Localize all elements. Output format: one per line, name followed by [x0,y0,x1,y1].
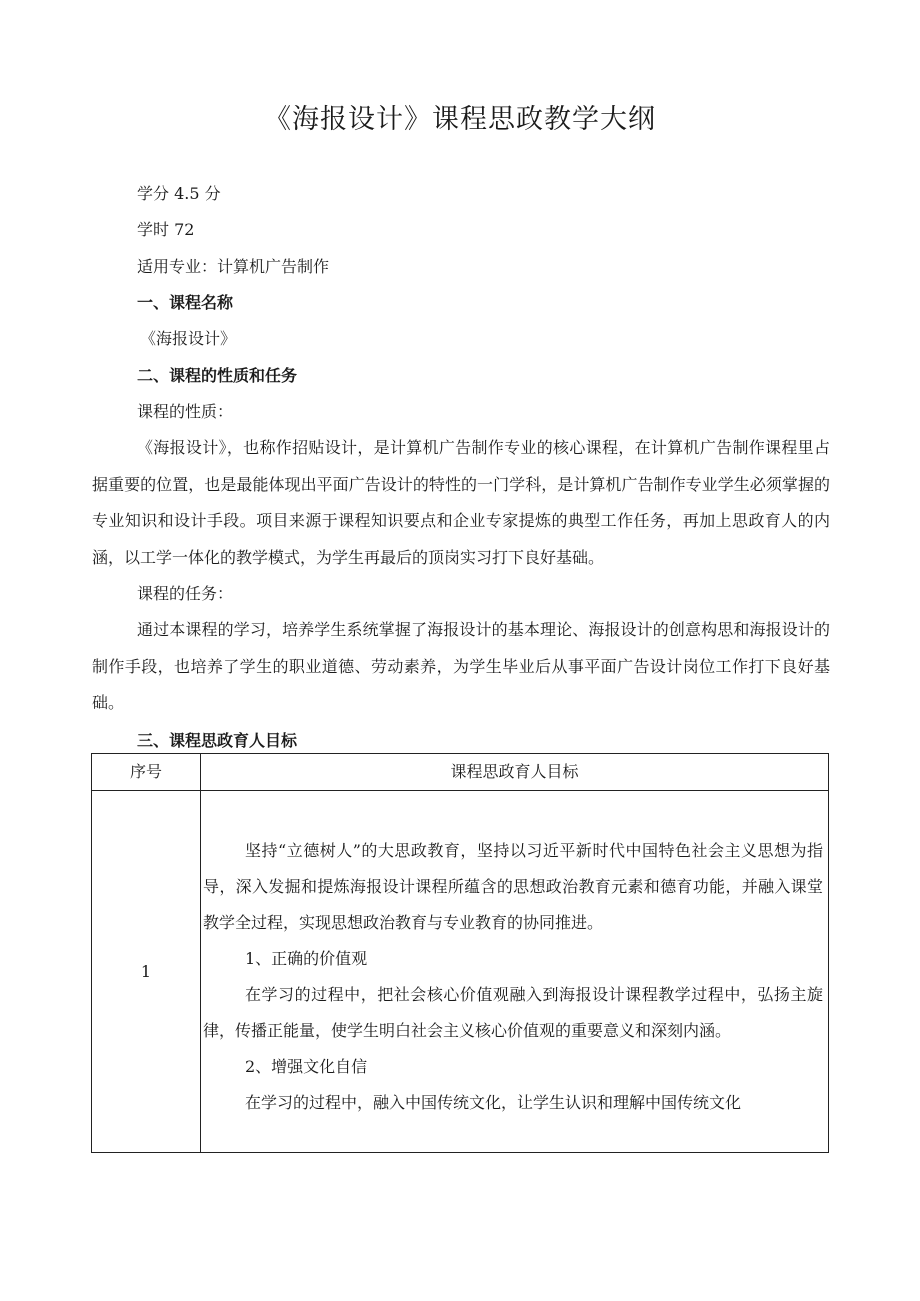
table-row-number: 1 [140,962,152,981]
hours-line: 学时 72 [137,220,195,239]
table-header-goal: 课程思政育人目标 [450,762,579,781]
section-2-heading: 二、课程的性质和任务 [137,366,298,385]
course-name: 《海报设计》 [140,329,237,348]
section-3-heading: 三、课程思政育人目标 [137,731,298,750]
major-line: 适用专业：计算机广告制作 [137,257,330,276]
section-1-heading: 一、课程名称 [137,293,234,312]
table-row-content [203,833,823,1121]
table-header-divider [92,790,828,791]
table-header-number: 序号 [129,762,162,781]
goal-1-heading: 1、正确的价值观 [245,949,368,968]
table-column-divider [200,754,201,1152]
course-nature-label: 课程的性质： [137,402,234,421]
goal-1-paragraph: 在学习的过程中，把社会核心价值观融入到海报设计课程教学过程中，弘扬主旋律，传播正能量，使学生明白社会主义核心价值观的重要意义和深刻内涵。 [203,985,823,1040]
goals-table [91,753,829,1153]
course-task-label: 课程的任务： [137,584,234,603]
goal-2-heading: 2、增强文化自信 [245,1057,368,1076]
page-title: 《海报设计》课程思政教学大纲 [264,104,656,135]
credits-line: 学分 4.5 分 [137,184,221,203]
goal-2-paragraph: 在学习的过程中，融入中国传统文化，让学生认识和理解中国传统文化 [245,1093,742,1112]
course-task-text: 通过本课程的学习，培养学生系统掌握了海报设计的基本理论、海报设计的创意构思和海报设计的制作手段，也培养了学生的职业道德、劳动素养，为学生毕业后从事平面广告设计岗位工作打下良好基础。 [92,620,830,712]
goal-intro-paragraph: 坚持“立德树人”的大思政教育，坚持以习近平新时代中国特色社会主义思想为指导，深入发掘和提炼海报设计课程所蕴含的思想政治教育元素和德育功能，并融入课堂教学全过程，实现思想政治教育与专业教育的协同推进。 [203,841,823,932]
course-nature-text: 《海报设计》，也称作招贴设计，是计算机广告制作专业的核心课程，在计算机广告制作课程里占据重要的位置，也是最能体现出平面广告设计的特性的一门学科，是计算机广告制作专业学生必须掌握的专业知识和设计手段。项目来源于课程知识要点和企业专家提炼的典型工作任务，再加上思政育人的内涵，以工学一体化的教学模式，为学生再最后的顶岗实习打下良好基础。 [92,438,830,567]
